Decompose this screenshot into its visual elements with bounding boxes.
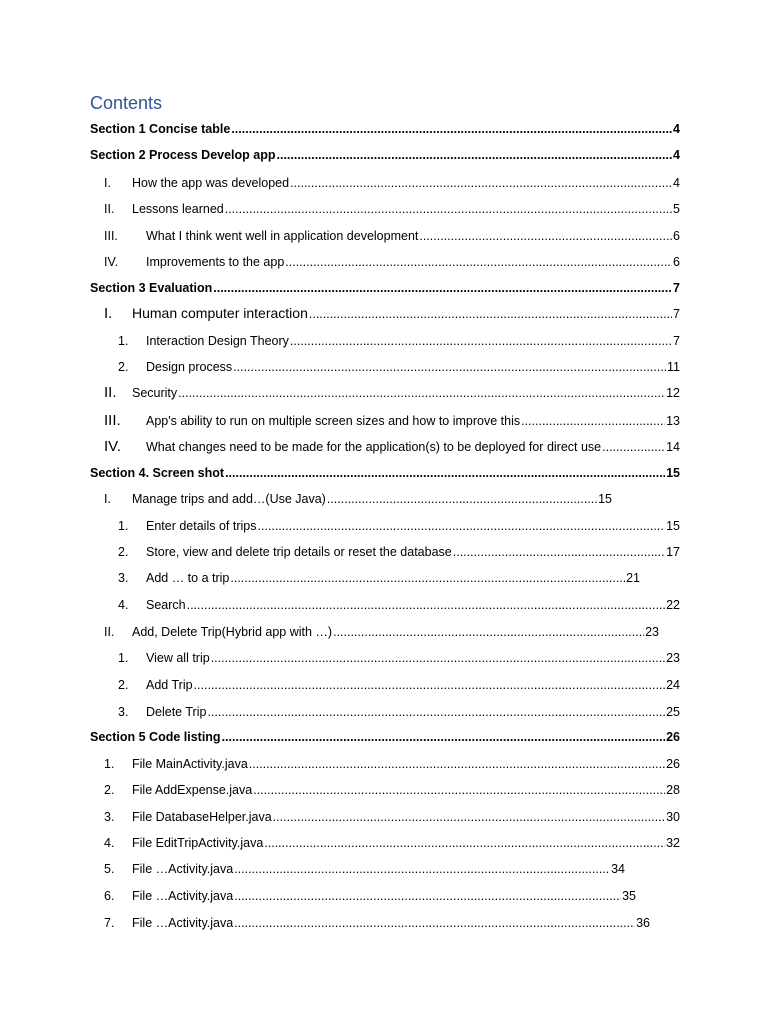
toc-entry-number: 6.	[104, 889, 115, 903]
toc-entry-page-number: 25	[666, 705, 680, 719]
toc-entry[interactable]	[118, 359, 680, 375]
toc-entry[interactable]	[104, 888, 636, 904]
toc-dot-leader	[178, 385, 665, 401]
toc-entry-number: 1.	[104, 757, 115, 771]
toc-entry-title: File AddExpense.java	[132, 783, 253, 797]
toc-dot-leader	[207, 704, 665, 720]
toc-dot-leader	[273, 809, 665, 825]
toc-entry-title: What changes need to be made for the application(s) to be deployed for direct use	[146, 440, 602, 454]
toc-entry[interactable]	[104, 228, 680, 244]
toc-entry-page-number: 4	[673, 176, 680, 190]
toc-entry-title: Section 4. Screen shot	[90, 466, 225, 480]
toc-entry-title: Add, Delete Trip(Hybrid app with …)	[132, 625, 333, 639]
toc-entry-number: II.	[104, 625, 115, 639]
toc-entry-title: What I think went well in application development	[146, 229, 419, 243]
toc-entry-number: 2.	[104, 783, 115, 797]
toc-entry-number: II.	[104, 202, 115, 216]
toc-dot-leader	[521, 413, 665, 429]
toc-entry-title: Human computer interaction	[132, 305, 308, 321]
toc-entry-number: IV.	[104, 255, 119, 269]
toc-dot-leader	[234, 915, 635, 931]
toc-entry[interactable]	[118, 333, 680, 349]
toc-entry-number: 1.	[118, 334, 129, 348]
toc-entry[interactable]	[90, 121, 680, 137]
toc-entry-title: Improvements to the app	[146, 255, 285, 269]
toc-entry-page-number: 22	[666, 598, 680, 612]
toc-entry-number: 1.	[118, 519, 129, 533]
toc-dot-leader	[213, 280, 672, 296]
toc-entry-title: File MainActivity.java	[132, 757, 248, 771]
toc-dot-leader	[231, 121, 672, 137]
toc-entry[interactable]	[90, 729, 680, 745]
toc-entry-title: Design process	[146, 360, 233, 374]
toc-entry-title: Manage trips and add…(Use Java)	[132, 492, 326, 506]
toc-entry-number: I.	[104, 305, 113, 322]
toc-entry-title: Search	[146, 598, 186, 612]
toc-entry-page-number: 36	[636, 916, 650, 930]
toc-entry-number: III.	[104, 229, 118, 243]
toc-entry-page-number: 11	[667, 360, 680, 374]
toc-entry-number: 2.	[118, 360, 129, 374]
toc-entry[interactable]	[118, 704, 680, 720]
toc-entry-number: 4.	[118, 598, 129, 612]
toc-entry-page-number: 21	[626, 571, 640, 585]
toc-entry[interactable]	[104, 305, 680, 321]
toc-dot-leader	[602, 439, 665, 455]
toc-entry-title: File …Activity.java	[132, 862, 234, 876]
toc-dot-leader	[234, 888, 621, 904]
toc-entry-page-number: 7	[673, 307, 680, 321]
toc-entry-number: 3.	[104, 810, 115, 824]
toc-entry[interactable]	[118, 650, 680, 666]
toc-dot-leader	[309, 306, 672, 322]
toc-dot-leader	[187, 597, 665, 613]
toc-entry-number: IV.	[104, 438, 121, 455]
toc-entry[interactable]	[104, 861, 625, 877]
toc-entry-page-number: 7	[673, 281, 680, 295]
toc-dot-leader	[257, 518, 665, 534]
toc-entry-page-number: 23	[666, 651, 680, 665]
toc-entry[interactable]	[104, 835, 680, 851]
toc-entry[interactable]	[90, 465, 680, 481]
toc-dot-leader	[277, 147, 673, 163]
toc-entry[interactable]	[118, 570, 640, 586]
toc-entry-title: Enter details of trips	[146, 519, 257, 533]
toc-dot-leader	[225, 201, 672, 217]
toc-entry-page-number: 34	[611, 862, 625, 876]
toc-entry-title: Section 2 Process Develop app	[90, 148, 276, 162]
toc-entry-title: How the app was developed	[132, 176, 290, 190]
toc-entry-title: Add … to a trip	[146, 571, 230, 585]
toc-entry-title: View all trip	[146, 651, 210, 665]
toc-dot-leader	[253, 782, 665, 798]
toc-entry-page-number: 17	[666, 545, 680, 559]
toc-dot-leader	[234, 861, 610, 877]
toc-entry-number: 1.	[118, 651, 129, 665]
toc-dot-leader	[285, 254, 672, 270]
toc-entry-page-number: 4	[673, 122, 680, 136]
toc-dot-leader	[225, 465, 665, 481]
toc-entry-page-number: 13	[666, 414, 680, 428]
toc-entry-page-number: 23	[645, 625, 659, 639]
toc-entry-title: File …Activity.java	[132, 889, 234, 903]
toc-entry-title: App's ability to run on multiple screen sizes and how to improve this	[146, 414, 521, 428]
toc-entry[interactable]	[104, 782, 680, 798]
toc-entry-number: 4.	[104, 836, 115, 850]
toc-dot-leader	[211, 650, 665, 666]
toc-entry-page-number: 6	[673, 255, 680, 269]
toc-entry[interactable]	[104, 201, 680, 217]
toc-heading: Contents	[90, 93, 163, 113]
toc-entry-page-number: 15	[598, 492, 612, 506]
toc-entry-number: I.	[104, 176, 111, 190]
toc-entry[interactable]	[118, 518, 680, 534]
toc-entry-number: 3.	[118, 571, 129, 585]
toc-entry-number: 2.	[118, 545, 129, 559]
toc-entry-title: File DatabaseHelper.java	[132, 810, 272, 824]
toc-entry-number: 2.	[118, 678, 129, 692]
toc-entry[interactable]	[104, 809, 680, 825]
toc-entry-title: Add Trip	[146, 678, 193, 692]
toc-entry[interactable]	[118, 677, 680, 693]
toc-entry-title: File …Activity.java	[132, 916, 234, 930]
toc-entry-title: Section 1 Concise table	[90, 122, 231, 136]
toc-entry[interactable]	[104, 756, 680, 772]
toc-entry-page-number: 6	[673, 229, 680, 243]
toc-entry-title: File EditTripActivity.java	[132, 836, 264, 850]
toc-entry-page-number: 28	[666, 783, 680, 797]
toc-entry-page-number: 12	[666, 386, 680, 400]
toc-entry[interactable]	[104, 624, 659, 640]
toc-entry[interactable]	[104, 915, 650, 931]
toc-entry[interactable]	[90, 280, 680, 296]
toc-entry-title: Delete Trip	[146, 705, 207, 719]
toc-entry-page-number: 15	[666, 466, 680, 480]
toc-entry[interactable]	[104, 491, 612, 507]
toc-entry-number: 7.	[104, 916, 115, 930]
toc-dot-leader	[233, 359, 666, 375]
toc-entry-page-number: 30	[666, 810, 680, 824]
toc-dot-leader	[419, 228, 672, 244]
toc-entry-title: Section 3 Evaluation	[90, 281, 213, 295]
toc-entry[interactable]	[104, 385, 680, 401]
toc-entry[interactable]	[104, 254, 680, 270]
toc-entry-page-number: 35	[622, 889, 636, 903]
toc-entry-title: Interaction Design Theory	[146, 334, 289, 348]
toc-dot-leader	[327, 491, 597, 507]
toc-entry[interactable]	[104, 175, 680, 191]
toc-entry-number: II.	[104, 384, 117, 401]
toc-entry-page-number: 15	[666, 519, 680, 533]
toc-entry-number: III.	[104, 412, 121, 429]
toc-entry-number: I.	[104, 492, 111, 506]
toc-entry-page-number: 14	[666, 440, 680, 454]
toc-entry-page-number: 26	[666, 730, 680, 744]
toc-dot-leader	[264, 835, 665, 851]
toc-dot-leader	[249, 756, 665, 772]
toc-entry-page-number: 24	[666, 678, 680, 692]
toc-dot-leader	[453, 544, 665, 560]
toc-dot-leader	[194, 677, 666, 693]
toc-entry[interactable]	[118, 544, 680, 560]
toc-entry[interactable]	[118, 597, 680, 613]
toc-entry-title: Lessons learned	[132, 202, 224, 216]
toc-dot-leader	[290, 333, 672, 349]
toc-dot-leader	[222, 729, 666, 745]
toc-entry-title: Section 5 Code listing	[90, 730, 221, 744]
toc-entry-page-number: 4	[673, 148, 680, 162]
toc-entry-page-number: 7	[673, 334, 680, 348]
toc-entry[interactable]	[104, 413, 680, 429]
toc-entry[interactable]	[90, 147, 680, 163]
toc-entry-title: Store, view and delete trip details or reset the database	[146, 545, 452, 559]
toc-entry-title: Security	[132, 386, 178, 400]
toc-entry-page-number: 32	[666, 836, 680, 850]
toc-entry[interactable]	[104, 439, 680, 455]
toc-dot-leader	[230, 570, 625, 586]
toc-entry-number: 5.	[104, 862, 115, 876]
toc-dot-leader	[333, 624, 644, 640]
toc-dot-leader	[290, 175, 672, 191]
toc-entry-page-number: 26	[666, 757, 680, 771]
toc-entry-number: 3.	[118, 705, 129, 719]
toc-entry-page-number: 5	[673, 202, 680, 216]
